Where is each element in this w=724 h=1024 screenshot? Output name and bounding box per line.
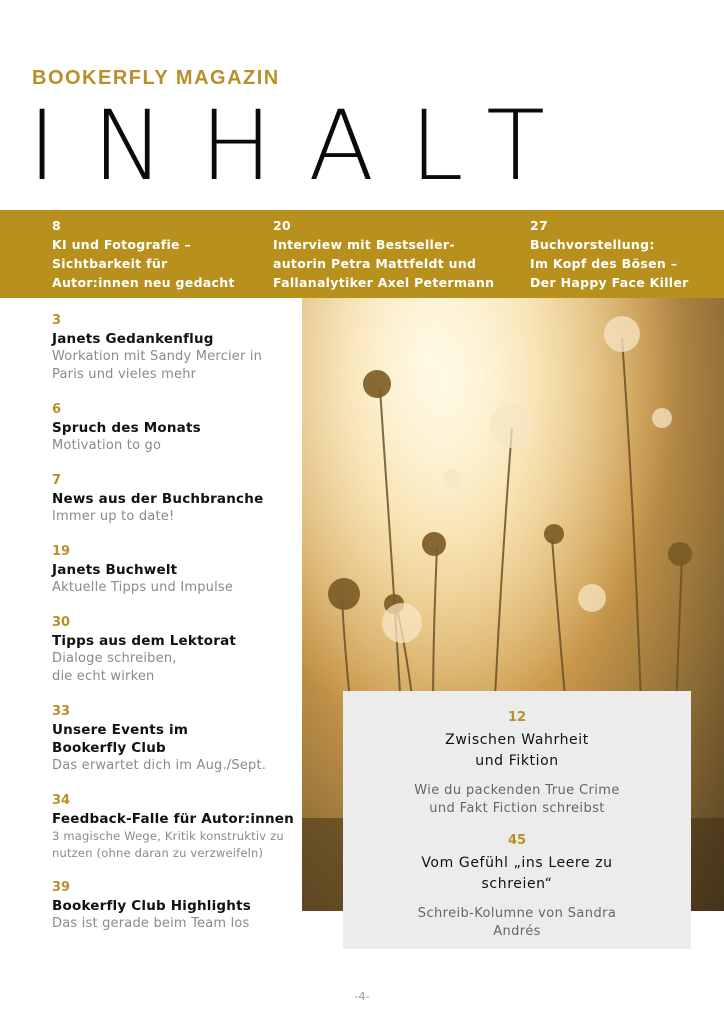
toc-title: Janets Gedankenflug — [52, 331, 214, 347]
featured-page-number: 45 — [507, 833, 527, 848]
featured-subtitle: Schreib-Kolumne von Sandra Andrés — [417, 906, 617, 939]
toc-title: Janets Buchwelt — [52, 562, 178, 578]
toc-page-number: 3 — [52, 313, 62, 328]
toc-subtitle: Das erwartet dich im Aug./Sept. — [52, 758, 267, 773]
toc-entry[interactable] — [52, 614, 297, 686]
toc-title: Unsere Events im Bookerfly Club — [52, 722, 189, 756]
magazine-name: BOOKERFLY MAGAZIN — [32, 67, 280, 89]
highlight-page-number: 8 — [52, 218, 61, 233]
highlight-page-number: 27 — [530, 218, 548, 233]
highlight-title: Buchvorstellung: Im Kopf des Bösen – Der Happy Face Killer — [530, 237, 689, 290]
toc-page-number: 33 — [52, 704, 71, 719]
toc-entry[interactable] — [52, 472, 297, 526]
featured-page-number: 12 — [507, 710, 527, 725]
toc-entry[interactable] — [52, 401, 297, 455]
page-number: -4- — [354, 990, 370, 1003]
toc-entry[interactable] — [52, 792, 297, 862]
toc-title: Bookerfly Club Highlights — [52, 898, 251, 914]
featured-articles-box — [343, 691, 691, 949]
toc-subtitle: 3 magische Wege, Kritik konstruktiv zu nutzen (ohne daran zu verzweifeln) — [52, 829, 284, 860]
toc-entry[interactable] — [52, 879, 297, 933]
table-of-contents — [52, 312, 297, 950]
toc-subtitle: Immer up to date! — [52, 509, 175, 524]
toc-subtitle: Workation mit Sandy Mercier in Paris und vieles mehr — [52, 349, 263, 382]
featured-title: Zwischen Wahrheit und Fiktion — [445, 732, 589, 769]
toc-subtitle: Aktuelle Tipps und Impulse — [52, 580, 234, 595]
featured-article[interactable] — [343, 709, 691, 818]
highlight-item[interactable] — [52, 216, 235, 292]
toc-title: Feedback-Falle für Autor:innen — [52, 811, 294, 827]
toc-page-number: 34 — [52, 793, 71, 808]
featured-article[interactable] — [343, 832, 691, 941]
page-title: INHALT — [28, 90, 581, 202]
toc-title: News aus der Buchbranche — [52, 491, 264, 507]
highlight-item[interactable] — [273, 216, 494, 292]
toc-page-number: 7 — [52, 473, 62, 488]
toc-subtitle: Das ist gerade beim Team los — [52, 916, 250, 931]
toc-subtitle: Motivation to go — [52, 438, 162, 453]
toc-title: Tipps aus dem Lektorat — [52, 633, 237, 649]
toc-entry[interactable] — [52, 703, 297, 775]
highlight-title: KI und Fotografie – Sichtbarkeit für Autor:innen neu gedacht — [52, 237, 235, 290]
highlight-band — [0, 210, 724, 298]
toc-page-number: 19 — [52, 544, 71, 559]
toc-entry[interactable] — [52, 312, 297, 384]
toc-page-number: 30 — [52, 615, 71, 630]
highlight-item[interactable] — [530, 216, 689, 292]
toc-page-number: 6 — [52, 402, 62, 417]
featured-title: Vom Gefühl „ins Leere zu schreien“ — [421, 855, 613, 892]
toc-entry[interactable] — [52, 543, 297, 597]
featured-subtitle: Wie du packenden True Crime und Fakt Fiction schreibst — [414, 783, 620, 816]
toc-subtitle: Dialoge schreiben, die echt wirken — [52, 651, 177, 684]
highlight-title: Interview mit Bestseller- autorin Petra Mattfeldt und Fallanalytiker Axel Petermann — [273, 237, 495, 290]
toc-title: Spruch des Monats — [52, 420, 201, 436]
toc-page-number: 39 — [52, 880, 71, 895]
highlight-page-number: 20 — [273, 218, 291, 233]
